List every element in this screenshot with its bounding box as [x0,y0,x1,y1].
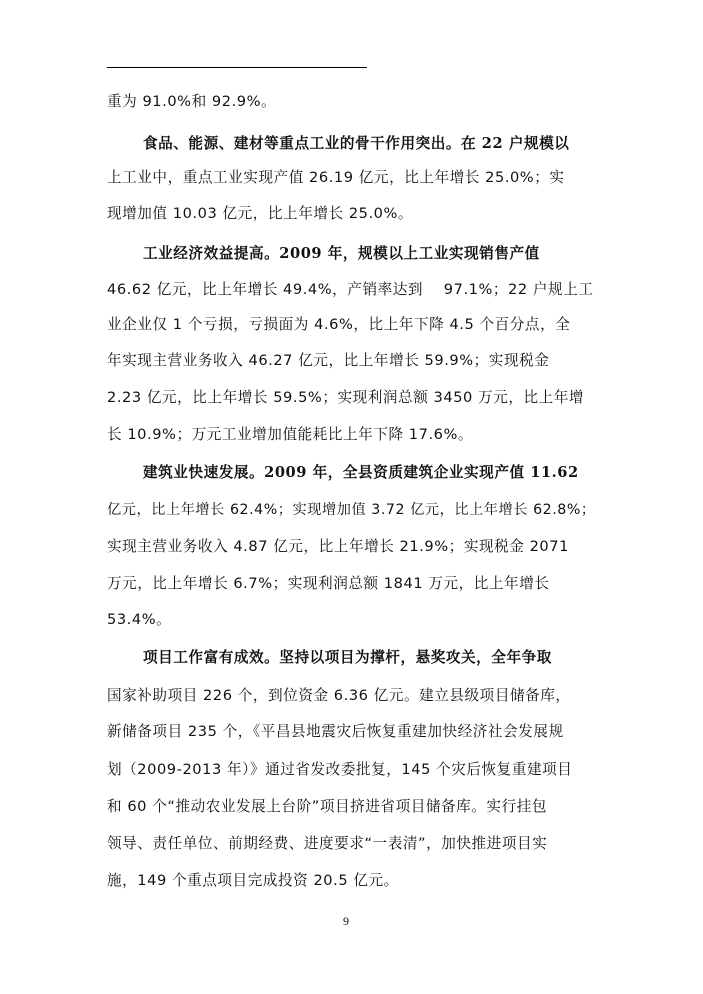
text-line-15: 53.4%。 [107,611,172,628]
text-line-3: 上工业中，重点工业实现产值 26.19 亿元，比上年增长 25.0%；实 [107,169,565,186]
text-line-12: 亿元，比上年增长 62.4%；实现增加值 3.72 亿元，比上年增长 62.8%； [107,502,596,518]
text-line-22: 施，149 个重点项目完成投资 20.5 亿元。 [107,872,399,889]
text-line-9: 2.23 亿元，比上年增长 59.5%；实现利润总额 3450 万元，比上年增 [107,389,585,406]
text-line-17: 国家补助项目 226 个，到位资金 6.36 亿元。建立县级项目储备库， [107,687,571,704]
text-line-20: 和 60 个“推动农业发展上台阶”项目挤进省项目储备库。实行挂包 [107,798,548,815]
text-line-4: 现增加值 10.03 亿元，比上年增长 25.0%。 [107,205,414,222]
text-line-10: 长 10.9%；万元工业增加值能耗比上年下降 17.6%。 [107,426,474,443]
text-line-7: 业企业仅 1 个亏损，亏损面为 4.6%，比上年下降 4.5 个百分点，全 [107,316,571,333]
text-line-1: 重为 91.0%和 92.9%。 [107,93,277,110]
text-line-14: 万元，比上年增长 6.7%；实现利润总额 1841 万元，比上年增长 [107,575,550,592]
text-line-18: 新储备项目 235 个，《平昌县地震灾后恢复重建加快经济社会发展规 [107,723,564,740]
text-line-6: 46.62 亿元，比上年增长 49.4%，产销率达到 97.1%；22 户规上工 [107,281,594,298]
header-rule [107,67,367,68]
text-line-8: 年实现主营业务收入 46.27 亿元，比上年增长 59.9%；实现税金 [107,352,550,369]
text-line-21: 领导、责任单位、前期经费、进度要求“一表清”，加快推进项目实 [107,835,548,852]
text-line-2: 食品、能源、建材等重点工业的骨干作用突出。在 22 户规模以 [143,135,570,152]
text-line-5: 工业经济效益提高。2009 年，规模以上工业实现销售产值 [143,245,540,262]
text-line-11: 建筑业快速发展。2009 年，全县资质建筑企业实现产值 11.62 [143,464,579,481]
page-number: 9 [343,914,349,928]
text-line-16: 项目工作富有成效。坚持以项目为撑杆，悬奖攻关，全年争取 [143,649,552,666]
text-line-13: 实现主营业务收入 4.87 亿元，比上年增长 21.9%；实现税金 2071 [107,538,569,555]
text-line-19: 划（2009-2013 年）》通过省发改委批复，145 个灾后恢复重建项目 [107,761,573,778]
